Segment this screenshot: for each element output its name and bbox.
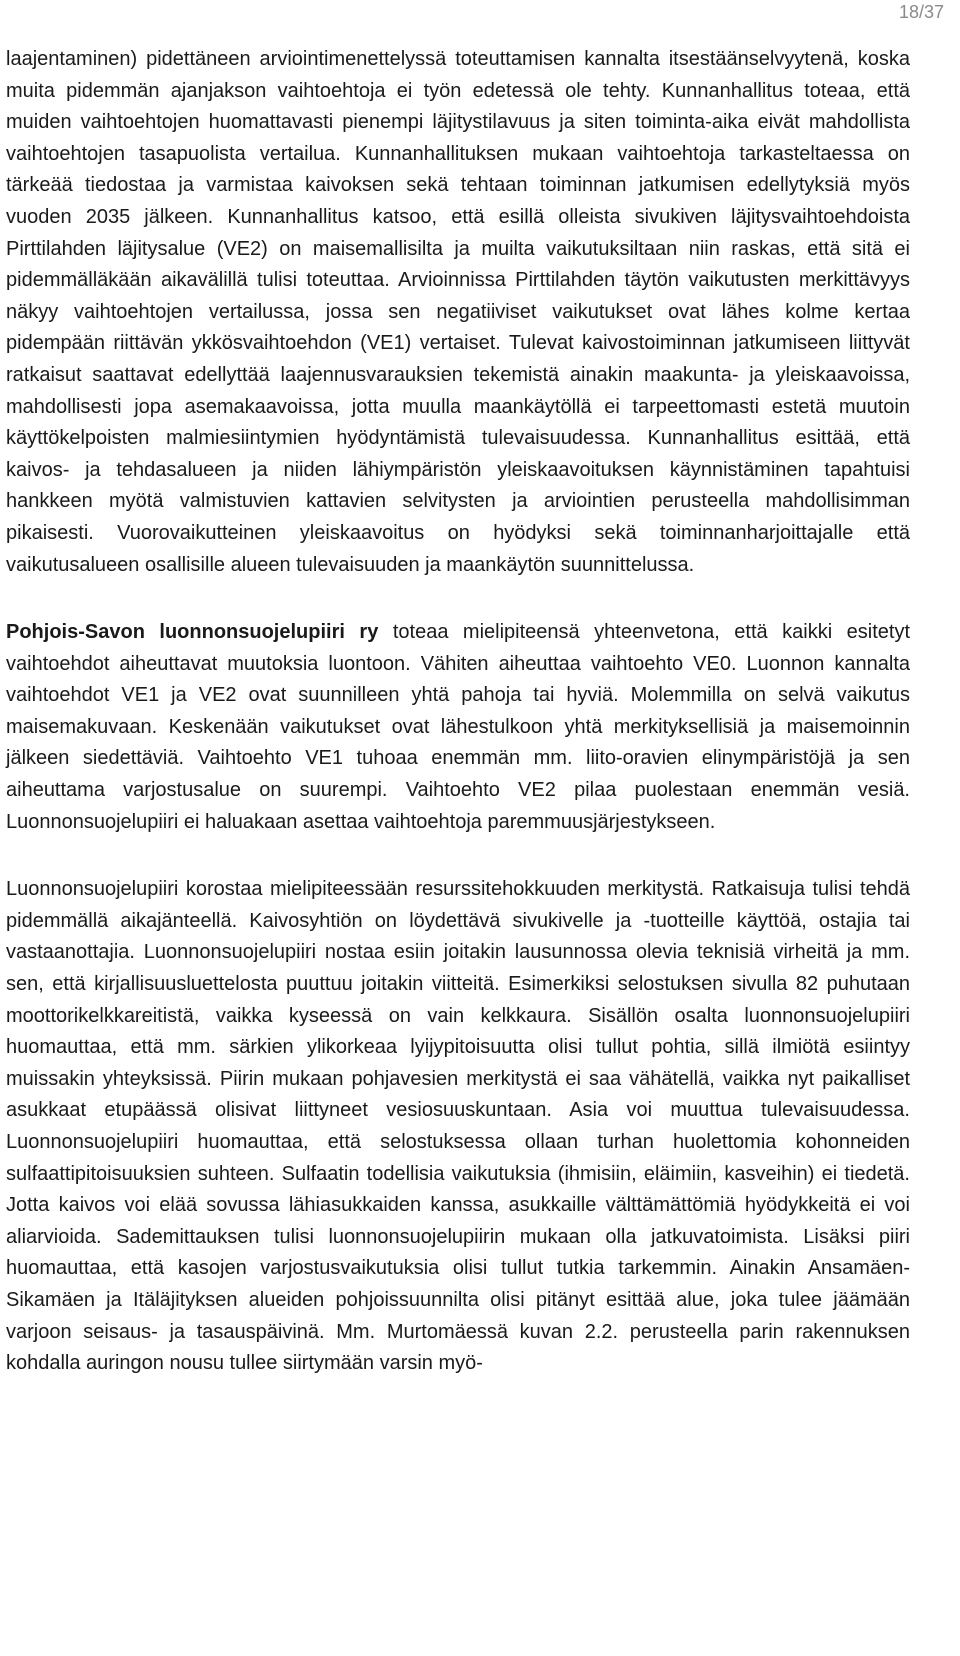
paragraph-luonnonsuojelupiiri-summary — [6, 617, 910, 838]
page-number: 18/37 — [898, 2, 944, 22]
paragraph-kunnanhallitus: laajentaminen) pidettäneen arviointimenettelyssä toteuttamisen kannalta itsestäänselvyytenä, koska muita pidemmän ajanjakson vaihtoehtoja ei työn edetessä ole tehty. Kunnanhallitus toteaa, että muiden vaihtoehtojen huomattavasti pienempi läjitystilavuus ja siten toiminta-aika eivät mahdollista vaihtoehtojen tasapuolista vertailua. Kunnanhallituksen mukaan vaihtoehtoja tarkasteltaessa on tärkeää tiedostaa ja varmistaa kaivoksen sekä tehtaan toiminnan jatkumisen edellytyksiä myös vuoden 2035 jälkeen. Kunnanhallitus katsoo, että esillä olleista sivukiven läjitysvaihtoehdoista Pirttilahden läjitysalue (VE2) on maisemallisilta ja muilta vaikutuksiltaan niin raskas, että sitä ei pidemmälläkään aikavälillä tulisi toteuttaa. Arvioinnissa Pirttilahden täytön vaikutusten merkittävyys näkyy vaihtoehtojen vertailussa, jossa sen negatiiviset vaikutukset ovat lähes kolme kertaa pidempään riittävän ykkösvaihtoehdon (VE1) vertaiset. Tulevat kaivostoiminnan jatkumiseen liittyvät ratkaisut saattavat edellyttää laajennusvarauksien tekemistä ainakin maakunta- ja yleiskaavoissa, mahdollisesti jopa asemakaavoissa, jotta muulla maankäytöllä ei tarpeettomasti estetä muutoin käyttökelpoisten malmiesiintymien hyödyntämistä tulevaisuudessa. Kunnanhallitus esittää, että kaivos- ja tehdasalueen ja niiden lähiympäristön yleiskaavoituksen käynnistäminen tapahtuisi hankkeen myötä valmistuvien kattavien selvitysten ja arviointien perusteella mahdollisimman pikaisesti. Vuorovaikutteinen yleiskaavoitus on hyödyksi sekä toiminnanharjoittajalle että vaikutusalueen osallisille alueen tulevaisuuden ja maankäytön suunnittelussa. — [6, 48, 910, 576]
document-body — [6, 44, 910, 1380]
organization-name: Pohjois-Savon luonnonsuojelupiiri ry — [6, 621, 379, 644]
paragraph-body-text: toteaa mielipiteensä yhteenvetona, että kaikki esitetyt vaihtoehdot aiheuttavat muutoksia luontoon. Vähiten aiheuttaa vaihtoehto VE0. Luonnon kannalta vaihtoehdot VE1 ja VE2 ovat suunnilleen yhtä pahoja tai hyviä. Molemmilla on selvä vaikutus maisemakuvaan. Keskenään vaikutukset ovat lähestulkoon yhtä merkityksellisiä ja maisemoinnin jälkeen siedettäviä. Vaihtoehto VE1 tuhoaa enemmän mm. liito-oravien elinympäristöjä ja sen aiheuttama varjostusalue on suurempi. Vaihtoehto VE2 pilaa puolestaan enemmän vesiä. Luonnonsuojelupiiri ei haluakaan asettaa vaihtoehtoja paremmuusjärjestykseen. — [6, 621, 911, 833]
paragraph-luonnonsuojelupiiri-details: Luonnonsuojelupiiri korostaa mielipiteessään resurssitehokkuuden merkitystä. Ratkaisuja tulisi tehdä pidemmällä aikajänteellä. Kaivosyhtiön on löydettävä sivukivelle ja -tuotteille käyttöä, ostajia tai vastaanottajia. Luonnonsuojelupiiri nostaa esiin joitakin lausunnossa olevia teknisiä virheitä ja mm. sen, että kirjallisuusluettelosta puuttuu joitakin viitteitä. Esimerkiksi selostuksen sivulla 82 puhutaan moottorikelkkareitistä, vaikka kyseessä on vain kelkkaura. Sisällön osalta luonnonsuojelupiiri huomauttaa, että mm. särkien ylikorkeaa lyijypitoisuutta olisi tullut pohtia, sillä ilmiötä esiintyy muissakin yhteyksissä. Piirin mukaan pohjavesien merkitystä ei saa vähätellä, vaikka nyt paikalliset asukkaat etupäässä olisivat liittyneet vesiosuuskuntaan. Asia voi muuttua tulevaisuudessa. Luonnonsuojelupiiri huomauttaa, että selostuksessa ollaan turhan huolettomia kohonneiden sulfaattipitoisuuksien suhteen. Sulfaatin todellisia vaikutuksia (ihmisiin, eläimiin, kasveihin) ei tiedetä. Jotta kaivos voi elää sovussa lähiasukkaiden kanssa, asukkaille välttämättömiä hyödykkeitä ei voi aliarvioida. Sademittauksen tulisi luonnonsuojelupiirin mukaan olla jatkuvatoimista. Lisäksi piiri huomauttaa, että kasojen varjostusvaikutuksia olisi tullut tutkia tarkemmin. Ainakin Ansamäen-Sikamäen ja Itäläjityksen alueiden pohjoissuunnilta olisi pitänyt esittää alue, joka tulee jäämään varjoon seisaus- ja tasauspäivinä. Mm. Murtomäessä kuvan 2.2. perusteella parin rakennuksen kohdalla auringon nousu tullee siirtymään varsin myö- — [6, 878, 910, 1375]
